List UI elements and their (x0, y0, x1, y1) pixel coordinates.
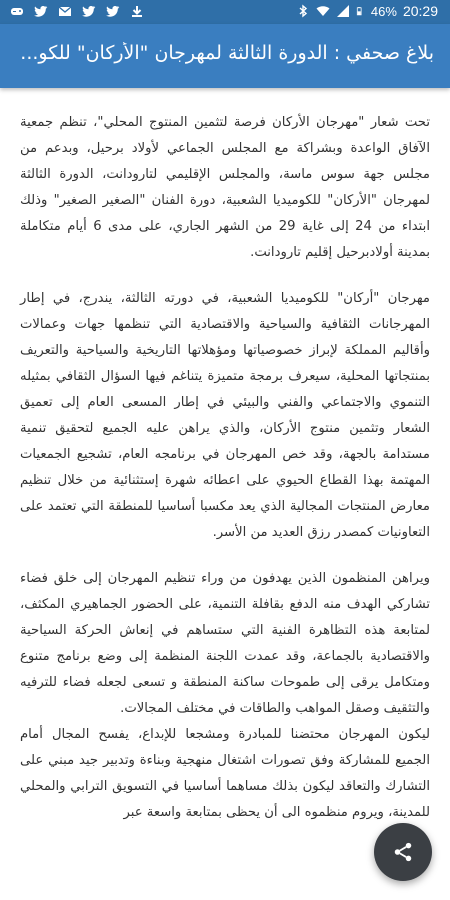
twitter-icon (82, 4, 96, 18)
article-paragraph: ويراهن المنظمون الذين يهدفون من وراء تنظيم المهرجان إلى خلق فضاء تشاركي الهدف منه الدفع بقافلة التنمية، على الحضور الجماهيري المكثف، لمتابعة هذه التظاهرة الفنية التي ستساهم في إنعاش الحركة السياحية والاقتصادية بالجماعة، وقد عمدت اللجنة المنظمة إلى وضع برنامج متنوع ومتكامل يرقى إلى طموحات ساكنة المنطقة و تسعى لجعله فضاء للترفيه والتثقيف وصقل المواهب والطاقات في مختلف المجالات. (20, 571, 430, 716)
game-controller-icon (10, 4, 24, 18)
share-icon (392, 841, 414, 863)
twitter-icon (34, 4, 48, 18)
battery-icon (356, 4, 365, 18)
bluetooth-icon (296, 4, 310, 18)
battery-level: 46% (370, 3, 397, 19)
wifi-icon (316, 4, 330, 18)
notification-icons (10, 4, 144, 18)
app-bar (0, 24, 450, 88)
article-paragraph: تحت شعار "مهرجان الأركان فرصة لتثمين المنتوج المحلي"، تنظم جمعية الآفاق الواعدة وبشراكة مع المجلس الجماعي لأولاد برحيل، وبدعم من مجلس جهة سوس ماسة، والمجلس الإقليمي لتارودانت، الدورة الثالثة لمهرجان "الأركان" للكوميديا الشعبية، دورة الفنان "الصغير الصغير" وذلك ابتداء من 24 إلى غاية 29 من الشهر الجاري، على مدى 6 أيام متكاملة بمدينة أولادبرحيل إقليم تارودانت. (20, 115, 430, 260)
article-paragraph: ليكون المهرجان محتضنا للمبادرة ومشجعا للإبداع، يفسح المجال أمام الجميع للمشاركة وفق تصورات اشتغال منهجية وبناءة وتدبير جيد مبني على التشارك والتعاقد ليكون بذلك مساهما أساسيا في التسويق الترابي والمحلي للمدينة، ويروم منظموه الى أن يحظى بمتابعة واسعة عبر (20, 727, 430, 820)
status-bar (0, 0, 450, 24)
article-paragraph: مهرجان "أركان" للكوميديا الشعبية، في دورته الثالثة، يندرج، في إطار المهرجانات الثقافية والسياحية والاقتصادية التي تنظمها جهات وعمالات وأقاليم المملكة لإبراز خصوصياتها ومؤهلاتها التاريخية والسياحية والتعريف بمنتجاتها المحلية، سيعرف برمجة متميزة يتناغم فيها السؤال الثقافي بمثيله التنموي والاجتماعي والفني والبيئي في إطار المسعى العام إلى تعميق الشعار وتثمين منتوج الأركان، والذي يراهن عليه الجميع لتحقيق تنمية مستدامة بالجهة، وقد خص المهرجان في برنامجه العام، تشجيع الجمعيات المهتمة بهذا القطاع الحيوي على اعطائه شهرة إستثنائية من خلال تنظيم معارض المنتجات المجالية الذي يعد مكسبا أساسيا للمنطقة التي تعتمد على التعاونيات كمصدر رزق العديد من الأسر. (20, 291, 430, 540)
signal-icon (336, 4, 350, 18)
email-icon (58, 4, 72, 18)
article-scroll-area[interactable] (0, 88, 450, 900)
download-icon (130, 4, 144, 18)
system-status (296, 3, 438, 19)
twitter-icon (106, 4, 120, 18)
page-title: بلاغ صحفي : الدورة الثالثة لمهرجان "الأركان" للكو... (20, 42, 434, 64)
clock: 20:29 (402, 3, 438, 19)
article-body (0, 88, 450, 826)
share-button[interactable] (374, 823, 432, 881)
